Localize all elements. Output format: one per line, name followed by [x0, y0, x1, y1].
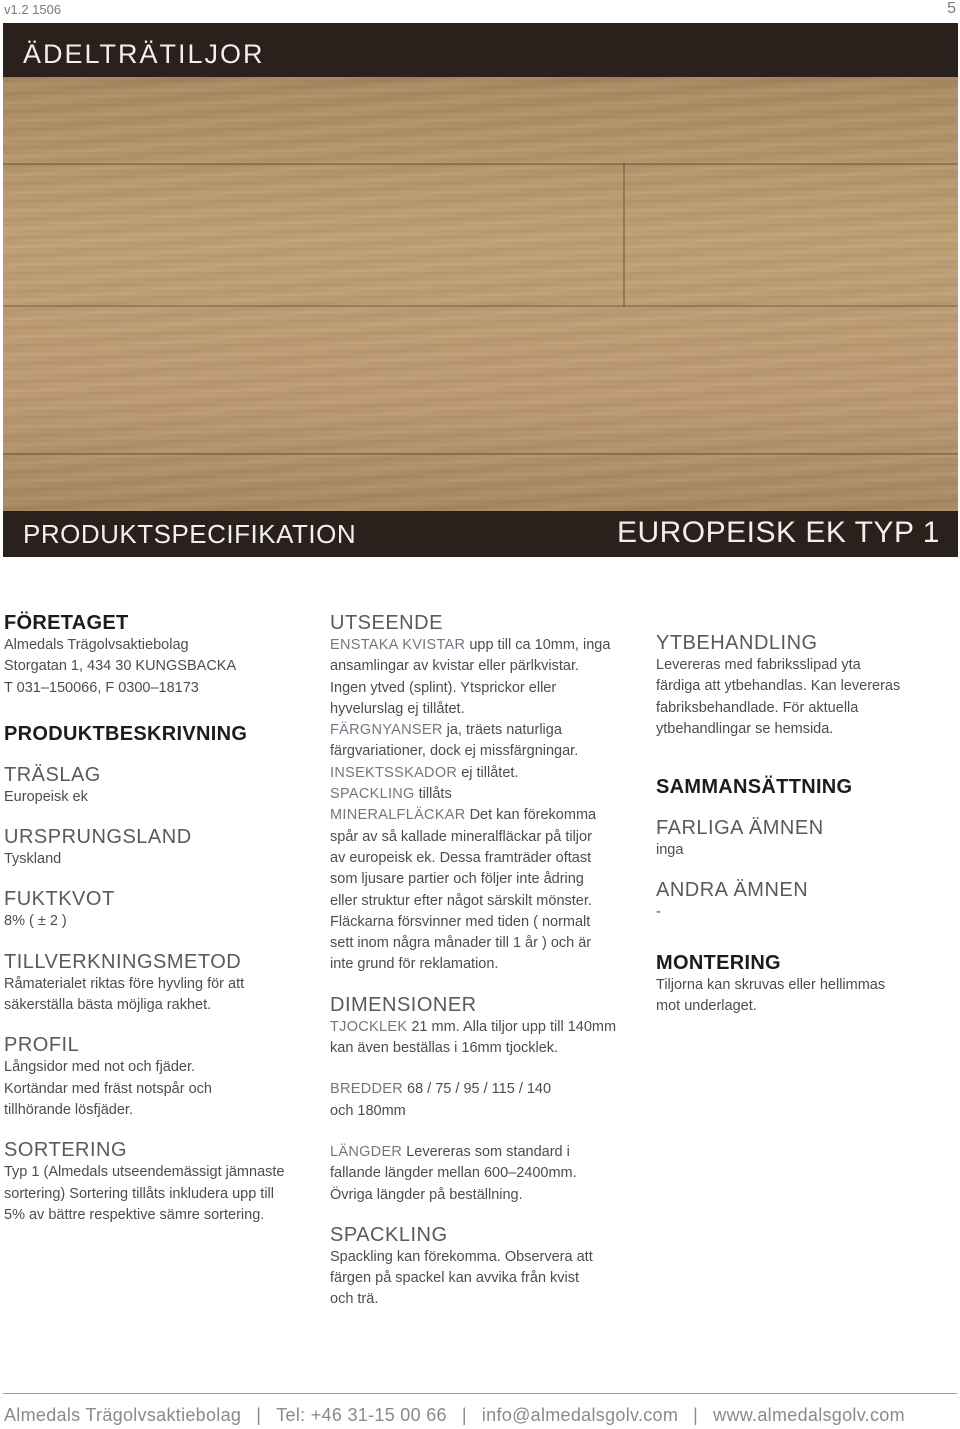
plank-seam [623, 163, 625, 307]
sortering-label: SORTERING [4, 1139, 128, 1162]
version-label: v1.2 1506 [4, 2, 62, 17]
product-name: EUROPEISK EK TYP 1 [616, 516, 940, 549]
tjocklek-line: 21 mm. Alla tiljor upp till 140mm [407, 1018, 617, 1035]
footer [4, 1405, 956, 1426]
sammansattning-heading: SAMMANSÄTTNING [656, 776, 853, 799]
footer-company: Almedals Trägolvsaktiebolag [4, 1405, 242, 1425]
montering-line: Tiljorna kan skruvas eller hellimmas [656, 976, 886, 993]
company-heading: FÖRETAGET [4, 612, 129, 634]
spackling-text [330, 784, 630, 805]
mineral-line: Det kan förekomma [465, 807, 597, 824]
montering-line: mot underlaget. [656, 998, 757, 1015]
mineral-line: spår av så kallade mineralfläckar på tiljor [330, 828, 592, 845]
montering-heading: MONTERING [656, 951, 781, 974]
tjocklek-line: kan även beställas i 16mm tjocklek. [330, 1040, 559, 1057]
ytbehandling-line: färdiga att ytbehandlas. Kan levereras [656, 678, 901, 695]
kvistar-line: ansamlingar av kvistar eller pärlkvistar. [330, 658, 580, 675]
langder-keyword: LÄNGDER [330, 1143, 403, 1160]
column-middle [330, 608, 630, 1311]
traslag-label: TRÄSLAG [4, 763, 101, 786]
bredder-line: och 180mm [330, 1102, 406, 1119]
profil-text: tillhörande lösfjäder. [4, 1101, 133, 1118]
plank-seam [3, 453, 958, 455]
bredder-keyword: BREDDER [330, 1081, 403, 1098]
footer-separator: | [461, 1405, 467, 1425]
page-number: 5 [947, 0, 956, 17]
metod-label: TILLVERKNINGSMETOD [4, 950, 242, 973]
insekt-keyword: INSEKTSSKADOR [330, 764, 458, 781]
footer-divider [3, 1393, 957, 1394]
mineral-line: inte grund för reklamation. [330, 956, 499, 973]
ytbehandling-heading: YTBEHANDLING [656, 632, 818, 654]
hero-image [3, 23, 958, 557]
langder-text [330, 1142, 630, 1163]
farg-line: färgvariationer, dock ej missfärgningar. [330, 743, 579, 760]
mineral-line: sett inom några månader till 1 år ) och är [330, 935, 592, 952]
footer-separator: | [693, 1405, 699, 1425]
mineral-line: som ljusare partier och följer inte ådring [330, 871, 584, 888]
andra-value: - [656, 904, 661, 921]
footer-email-link[interactable]: info@almedalsgolv.com [481, 1405, 679, 1425]
plank-seam [3, 163, 958, 165]
insekt-text [330, 763, 630, 784]
metod-text: Råmaterialet riktas före hyvling för att [4, 975, 245, 992]
kvistar-keyword: ENSTAKA KVISTAR [330, 637, 466, 653]
ytbehandling-line: ytbehandlingar se hemsida. [656, 720, 834, 737]
ursprung-label: URSPRUNGSLAND [4, 826, 192, 849]
farg-text [330, 720, 630, 741]
metod-text: säkerställa bästa möjliga rakhet. [4, 997, 212, 1014]
kvistar-line: hyvelurslag ej tillåtet. [330, 700, 465, 717]
kvistar-line: upp till ca 10mm, inga [465, 637, 611, 653]
traslag-value: Europeisk ek [4, 788, 88, 805]
tjocklek-keyword: TJOCKLEK [330, 1018, 408, 1035]
page-header [0, 0, 960, 18]
column-right [656, 608, 916, 1017]
description-heading: PRODUKTBESKRIVNING [4, 722, 248, 745]
footer-separator: | [256, 1405, 262, 1425]
spec-label: PRODUKTSPECIFIKATION [23, 519, 357, 549]
sortering-text: sortering) Sortering tillåts inkludera upp till [4, 1185, 274, 1202]
hero-title-bar [3, 23, 958, 77]
profil-label: PROFIL [4, 1034, 80, 1057]
kvistar-text [330, 635, 630, 656]
spackling-line: färgen på spackel kan avvika från kvist [330, 1270, 580, 1287]
farliga-value: inga [656, 842, 684, 859]
insekt-line: ej tillåtet. [457, 764, 519, 781]
spackling-keyword: SPACKLING [330, 786, 415, 803]
farg-line: ja, träets naturliga [442, 722, 562, 739]
utseende-heading: UTSEENDE [330, 612, 443, 634]
tjocklek-text [330, 1017, 630, 1038]
farg-keyword: FÄRGNYANSER [330, 722, 443, 739]
mineral-keyword: MINERALFLÄCKAR [330, 807, 466, 824]
ytbehandling-line: fabriksbehandlade. För aktuella [656, 699, 859, 716]
ursprung-value: Tyskland [4, 851, 62, 868]
spackling-line: och trä. [330, 1291, 379, 1308]
company-phone: T 031–150066, F 0300–18173 [4, 679, 199, 696]
mineral-line: av europeisk ek. Dessa framträder oftast [330, 849, 592, 866]
footer-website-link[interactable]: www.almedalsgolv.com [713, 1405, 905, 1425]
plank-seam [3, 305, 958, 307]
company-address: Storgatan 1, 434 30 KUNGSBACKA [4, 658, 237, 675]
dimensioner-heading: DIMENSIONER [330, 993, 477, 1016]
ytbehandling-line: Levereras med fabriksslipad yta [656, 657, 861, 673]
kvistar-line: Ingen ytved (splint). Ytsprickor eller [330, 679, 557, 696]
hero-title: ÄDELTRÄTILJOR [23, 39, 265, 69]
footer-phone: Tel: +46 31-15 00 66 [276, 1405, 447, 1425]
langder-line: Övriga längder på beställning. [330, 1186, 523, 1203]
langder-line: fallande längder mellan 600–2400mm. [330, 1165, 577, 1182]
column-left [4, 608, 304, 1226]
andra-label: ANDRA ÄMNEN [656, 879, 809, 902]
sortering-text: Typ 1 (Almedals utseendemässigt jämnaste [4, 1164, 285, 1181]
fuktkvot-label: FUKTKVOT [4, 888, 115, 911]
spackling-heading: SPACKLING [330, 1223, 448, 1246]
company-name: Almedals Trägolvsaktiebolag [4, 637, 189, 653]
profil-text: Långsidor med not och fjäder. [4, 1059, 196, 1076]
fuktkvot-value: 8% ( ± 2 ) [4, 913, 67, 930]
spackling-line: tillåts [414, 786, 452, 803]
mineral-text [330, 805, 630, 826]
hero-band [3, 511, 958, 557]
bredder-line: 68 / 75 / 95 / 115 / 140 [403, 1081, 552, 1098]
bredder-text [330, 1079, 630, 1100]
farliga-label: FARLIGA ÄMNEN [656, 817, 824, 840]
sortering-text: 5% av bättre respektive sämre sortering. [4, 1206, 265, 1223]
langder-line: Levereras som standard i [402, 1143, 570, 1160]
mineral-line: eller struktur efter något särskilt mönster. [330, 892, 592, 909]
mineral-line: Fläckarna försvinner med tiden ( normalt [330, 913, 591, 930]
spackling-line: Spackling kan förekomma. Observera att [330, 1248, 593, 1265]
profil-text: Kortändar med fräst notspår och [4, 1080, 212, 1097]
